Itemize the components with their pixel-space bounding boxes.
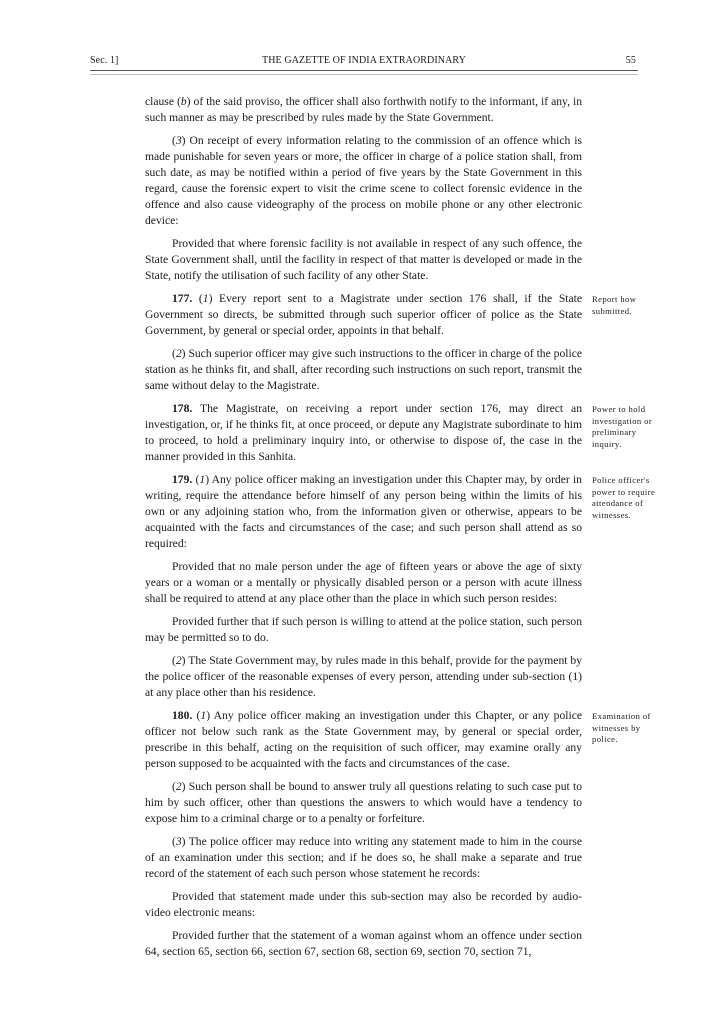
- section-number-177: 177.: [172, 292, 193, 305]
- section-number-180: 180.: [172, 709, 193, 722]
- paragraph-177-2: (2) Such superior officer may give such instructions to the officer in charge of the police station as he thinks fit, and shall, after recording such instructions on such report, transmit the same without delay to the Magistrate.: [145, 347, 582, 392]
- paragraph-179-proviso-2: Provided further that if such person is willing to attend at the police station, such person may be permitted so to do.: [145, 615, 582, 644]
- margin-note-178: Power to hold investigation or preliminary inquiry.: [592, 404, 653, 449]
- paragraph-clause-b-continuation: clause (b) of the said proviso, the officer shall also forthwith notify to the informant, if any, in such manner as may be prescribed by rules made by the State Government.: [145, 95, 582, 124]
- body-text: [145, 94, 582, 967]
- paragraph-177-1: 177. (1) Every report sent to a Magistrate under section 176 shall, if the State Government so directs, be submitted through such superior officer of police as the State Government, by general or special order, appoints in that behalf.: [145, 292, 582, 337]
- header-page-number: 55: [625, 55, 636, 66]
- paragraph-176-3: (3) On receipt of every information relating to the commission of an offence which is made punishable for seven years or more, the officer in charge of a police station shall, from such date, as may be notified within a period of five years by the State Government in this regard, cause the forensic expert to visit the crime scene to collect forensic evidence in the offence and also cause videography of the process on mobile phone or any other electronic device:: [145, 134, 582, 227]
- margin-note-177: Report how submitted.: [592, 294, 637, 316]
- page-header: [90, 54, 638, 68]
- margin-note-179: Police officer's power to require attendance of witnesses.: [592, 475, 656, 520]
- paragraph-180-3-proviso-1: Provided that statement made under this sub-section may also be recorded by audio-video electronic means:: [145, 890, 582, 919]
- paragraph-180-1: 180. (1) Any police officer making an investigation under this Chapter, or any police officer not below such rank as the State Government may, by general or special order, prescribe in this behalf, acting on the requisition of such officer, may examine orally any person supposed to be acquainted with the facts and circumstances of the case.: [145, 709, 582, 770]
- paragraph-176-3-proviso: Provided that where forensic facility is not available in respect of any such offence, the State Government shall, until the facility in respect of that matter is developed or made in the State, notify the utilisation of such facility of any other State.: [145, 237, 582, 282]
- paragraph-179-1: 179. (1) Any police officer making an investigation under this Chapter may, by order in writing, require the attendance before himself of any person being within the limits of his own or any adjoining station who, from the information given or otherwise, appears to be acquainted with the facts and circumstances of the case; and such person shall attend as so required:: [145, 473, 582, 550]
- paragraph-179-2: (2) The State Government may, by rules made in this behalf, provide for the payment by the police officer of the reasonable expenses of every person, attending under sub-section (1) at any place other than his residence.: [145, 654, 582, 699]
- header-section-label: Sec. 1]: [90, 55, 119, 66]
- paragraph-179-proviso-1: Provided that no male person under the age of fifteen years or above the age of sixty years or a woman or a mentally or physically disabled person or a person with acute illness shall be required to attend at any place other than the place in which such person resides:: [145, 560, 582, 605]
- header-title: THE GAZETTE OF INDIA EXTRAORDINARY: [262, 55, 466, 66]
- header-rule: [90, 70, 638, 75]
- margin-note-180: Examination of witnesses by police.: [592, 711, 651, 744]
- section-number-178: 178.: [172, 402, 193, 415]
- paragraph-178: 178. The Magistrate, on receiving a report under section 176, may direct an investigation, or, if he thinks fit, at once proceed, or depute any Magistrate subordinate to him to proceed, to hold a preliminary inquiry into, or otherwise to dispose of, the case in the manner provided in this Sanhita.: [145, 402, 582, 463]
- paragraph-180-3-proviso-2: Provided further that the statement of a woman against whom an offence under section 64, section 65, section 66, section 67, section 68, section 69, section 70, section 71,: [145, 929, 582, 958]
- section-number-179: 179.: [172, 473, 193, 486]
- paragraph-180-3: (3) The police officer may reduce into writing any statement made to him in the course of an examination under this section; and if he does so, he shall make a separate and true record of the statement of each such person whose statement he records:: [145, 835, 582, 880]
- paragraph-180-2: (2) Such person shall be bound to answer truly all questions relating to such case put to him by such officer, other than questions the answers to which would have a tendency to expose him to a criminal charge or to a penalty or forfeiture.: [145, 780, 582, 825]
